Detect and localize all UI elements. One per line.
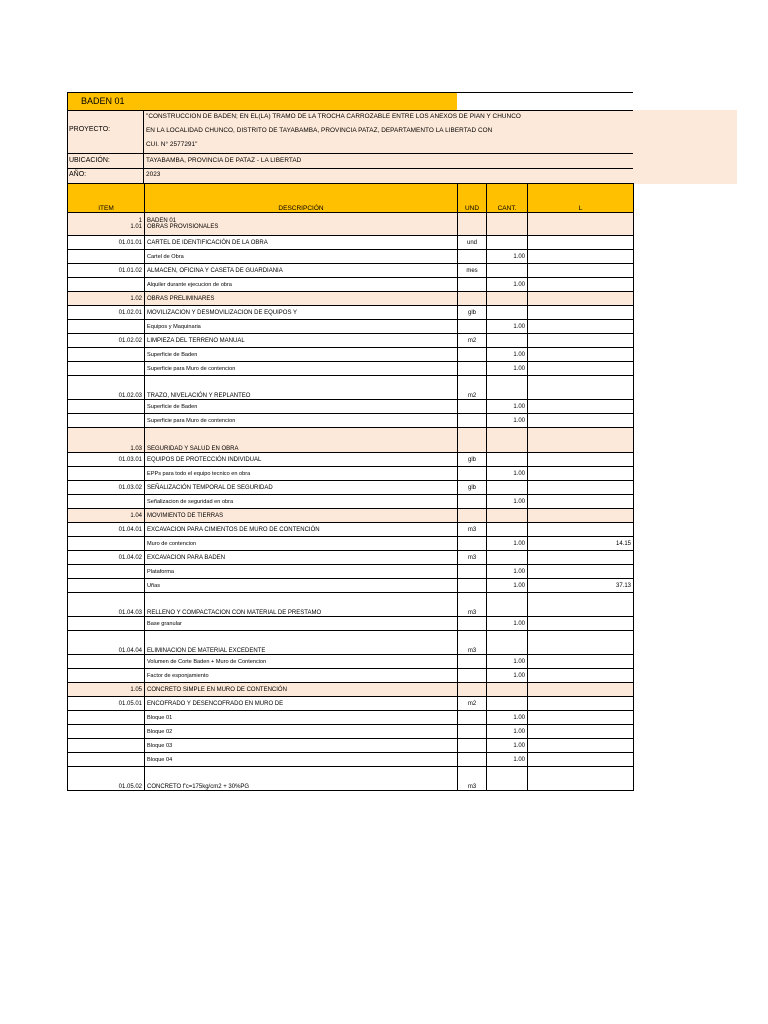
cell-item: 01.03.01 — [68, 453, 145, 467]
cell-l — [528, 631, 634, 655]
anio-value: 2023 — [146, 171, 161, 178]
cell-descripcion: TRAZO, NIVELACIÓN Y REPLANTEO — [145, 376, 458, 400]
cell-item — [68, 414, 145, 428]
cell-descripcion: Superficie para Muro de contencion — [145, 362, 458, 376]
ubicacion-label: UBICACIÓN: — [69, 157, 110, 164]
cell-cant: 1.00 — [487, 278, 528, 292]
section-row — [68, 509, 634, 523]
cell-descripcion: SEÑALIZACIÓN TEMPORAL DE SEGURIDAD — [145, 481, 458, 495]
detail-row — [68, 250, 634, 264]
cell-l — [528, 213, 634, 236]
cell-und: m2 — [458, 334, 487, 348]
cell-item: 1.04 — [68, 509, 145, 523]
cell-item-line-1: 1 — [138, 218, 142, 224]
cell-l — [528, 320, 634, 334]
cell-descripcion: Cartel de Obra — [145, 250, 458, 264]
detail-row — [68, 400, 634, 414]
budget-table — [67, 183, 634, 791]
column-header-l: L — [528, 184, 634, 213]
cell-item: 01.04.04 — [68, 631, 145, 655]
cell-item: 01.02.03 — [68, 376, 145, 400]
cell-item: 01.05.01 — [68, 697, 145, 711]
detail-row — [68, 565, 634, 579]
cell-cant — [487, 509, 528, 523]
cell-item — [68, 400, 145, 414]
cell-descripcion: Volumen de Corte Baden + Muro de Contencion — [145, 655, 458, 669]
cell-descripcion: Superficie para Muro de contencion — [145, 414, 458, 428]
cell-descripcion: Bloque 01 — [145, 711, 458, 725]
border-line — [67, 110, 633, 111]
cell-cant — [487, 428, 528, 453]
cell-und: m3 — [458, 767, 487, 791]
ubicacion-value: TAYABAMBA, PROVINCIA DE PATAZ - LA LIBERTAD — [146, 157, 302, 164]
item-row — [68, 481, 634, 495]
item-row — [68, 264, 634, 278]
cell-descripcion-line-1: BADEN 01 — [147, 218, 177, 224]
border-line — [67, 168, 633, 169]
cell-cant — [487, 697, 528, 711]
cell-und — [458, 414, 487, 428]
cell-und: m3 — [458, 523, 487, 537]
section-row — [68, 428, 634, 453]
cell-item: 01.03.02 — [68, 481, 145, 495]
cell-cant: 1.00 — [487, 655, 528, 669]
cell-descripcion: MOVIMIENTO DE TIERRAS — [145, 509, 458, 523]
cell-descripcion: Alquiler durante ejecucion de obra — [145, 278, 458, 292]
cell-und — [458, 213, 487, 236]
detail-row — [68, 617, 634, 631]
cell-l — [528, 481, 634, 495]
cell-l — [528, 278, 634, 292]
cell-cant: 1.00 — [487, 495, 528, 509]
cell-und — [458, 320, 487, 334]
column-header-descripcion: DESCRIPCIÓN — [145, 184, 458, 213]
cell-l — [528, 428, 634, 453]
cell-l — [528, 250, 634, 264]
detail-row — [68, 278, 634, 292]
item-row — [68, 697, 634, 711]
cell-item: 01.04.02 — [68, 551, 145, 565]
column-header-cant: CANT. — [487, 184, 528, 213]
detail-row — [68, 739, 634, 753]
cell-und — [458, 495, 487, 509]
detail-row — [68, 537, 634, 551]
item-row — [68, 306, 634, 320]
proyecto-line-1: "CONSTRUCCION DE BADEN; EN EL(LA) TRAMO DE LA TROCHA CARROZABLE ENTRE LOS ANEXOS DE PIAN Y CHUNCO — [146, 113, 521, 120]
section-row — [68, 683, 634, 697]
cell-descripcion — [145, 213, 458, 236]
cell-descripcion: ALMACEN, OFICINA Y CASETA DE GUARDIANIA — [145, 264, 458, 278]
cell-und — [458, 655, 487, 669]
cell-l — [528, 376, 634, 400]
item-row — [68, 523, 634, 537]
cell-item — [68, 711, 145, 725]
cell-descripcion: Equipos y Maquinaria — [145, 320, 458, 334]
cell-und: m3 — [458, 631, 487, 655]
cell-descripcion: Superficie de Baden — [145, 348, 458, 362]
cell-und: m2 — [458, 697, 487, 711]
column-header-item: ITEM — [68, 184, 145, 213]
cell-item — [68, 725, 145, 739]
border-line — [143, 110, 144, 184]
cell-cant: 1.00 — [487, 725, 528, 739]
cell-descripcion: CONCRETO f'c=175kg/cm2 + 30%PG — [145, 767, 458, 791]
cell-descripcion: Base granular — [145, 617, 458, 631]
cell-descripcion: SEGURIDAD Y SALUD EN OBRA — [145, 428, 458, 453]
cell-und — [458, 348, 487, 362]
cell-l — [528, 725, 634, 739]
cell-descripcion: CONCRETO SIMPLE EN MURO DE CONTENCIÓN — [145, 683, 458, 697]
cell-item: 1.05 — [68, 683, 145, 697]
detail-row — [68, 579, 634, 593]
item-row — [68, 767, 634, 791]
cell-cant — [487, 523, 528, 537]
cell-und — [458, 509, 487, 523]
cell-item — [68, 753, 145, 767]
cell-l — [528, 400, 634, 414]
cell-item: 01.02.01 — [68, 306, 145, 320]
cell-item — [68, 537, 145, 551]
cell-item-line-2: 1.01 — [130, 224, 142, 230]
cell-item: 01.04.01 — [68, 523, 145, 537]
cell-cant: 1.00 — [487, 711, 528, 725]
cell-descripcion: CARTEL DE IDENTIFICACIÓN DE LA OBRA — [145, 236, 458, 250]
cell-cant — [487, 213, 528, 236]
detail-row — [68, 711, 634, 725]
detail-row — [68, 467, 634, 481]
cell-descripcion: RELLENO Y COMPACTACION CON MATERIAL DE PRESTAMO — [145, 593, 458, 617]
cell-cant — [487, 481, 528, 495]
cell-descripcion: OBRAS PRELIMINARES — [145, 292, 458, 306]
cell-cant — [487, 683, 528, 697]
proyecto-label: PROYECTO: — [69, 126, 111, 133]
cell-item — [68, 467, 145, 481]
cell-descripcion: Bloque 04 — [145, 753, 458, 767]
cell-l — [528, 264, 634, 278]
cell-und — [458, 278, 487, 292]
cell-cant — [487, 334, 528, 348]
cell-l: 14.15 — [528, 537, 634, 551]
cell-descripcion: Señalizacion de seguridad en obra — [145, 495, 458, 509]
cell-item: 01.01.02 — [68, 264, 145, 278]
detail-row — [68, 753, 634, 767]
cell-descripcion-line-2: OBRAS PROVISIONALES — [147, 224, 219, 230]
detail-row — [68, 495, 634, 509]
cell-item — [68, 655, 145, 669]
cell-l — [528, 739, 634, 753]
cell-und: glb — [458, 306, 487, 320]
cell-l — [528, 565, 634, 579]
cell-und: m2 — [458, 376, 487, 400]
cell-item — [68, 579, 145, 593]
proyecto-line-2: EN LA LOCALIDAD CHUNCO, DISTRITO DE TAYABAMBA, PROVINCIA PATAZ, DEPARTAMENTO LA LIBERTAD CON — [146, 127, 493, 134]
cell-l — [528, 334, 634, 348]
cell-cant: 1.00 — [487, 414, 528, 428]
cell-descripcion: MOVILIZACION Y DESMOVILIZACION DE EQUIPOS Y — [145, 306, 458, 320]
cell-und — [458, 753, 487, 767]
cell-und: glb — [458, 453, 487, 467]
proyecto-line-3: CUI. N° 2577291" — [146, 141, 198, 148]
cell-und — [458, 292, 487, 306]
cell-und — [458, 428, 487, 453]
cell-cant: 1.00 — [487, 669, 528, 683]
cell-descripcion: EQUIPOS DE PROTECCIÓN INDIVIDUAL — [145, 453, 458, 467]
border-line — [67, 92, 68, 184]
item-row — [68, 376, 634, 400]
cell-cant — [487, 264, 528, 278]
cell-l — [528, 509, 634, 523]
cell-l — [528, 523, 634, 537]
cell-item — [68, 739, 145, 753]
cell-und: m3 — [458, 551, 487, 565]
cell-descripcion: Uñas — [145, 579, 458, 593]
detail-row — [68, 320, 634, 334]
cell-item — [68, 320, 145, 334]
cell-cant — [487, 292, 528, 306]
cell-und — [458, 467, 487, 481]
cell-cant — [487, 376, 528, 400]
cell-l — [528, 593, 634, 617]
border-line — [67, 153, 633, 154]
cell-descripcion: Superficie de Baden — [145, 400, 458, 414]
cell-descripcion: ENCOFRADO Y DESENCOFRADO EN MURO DE — [145, 697, 458, 711]
cell-cant: 1.00 — [487, 617, 528, 631]
cell-descripcion: EXCAVACION PARA BADEN — [145, 551, 458, 565]
cell-cant: 1.00 — [487, 753, 528, 767]
cell-item — [68, 250, 145, 264]
cell-item: 01.04.03 — [68, 593, 145, 617]
cell-und — [458, 362, 487, 376]
cell-und — [458, 537, 487, 551]
cell-item — [68, 617, 145, 631]
section-row — [68, 213, 634, 236]
cell-und — [458, 739, 487, 753]
cell-cant — [487, 767, 528, 791]
cell-und — [458, 683, 487, 697]
cell-l — [528, 414, 634, 428]
budget-table-body — [68, 184, 634, 791]
cell-descripcion: EPPs para todo el equipo tecnico en obra — [145, 467, 458, 481]
detail-row — [68, 362, 634, 376]
cell-und: mes — [458, 264, 487, 278]
cell-l — [528, 767, 634, 791]
cell-item — [68, 565, 145, 579]
cell-item: 1.03 — [68, 428, 145, 453]
cell-item — [68, 362, 145, 376]
detail-row — [68, 669, 634, 683]
cell-cant — [487, 306, 528, 320]
cell-l — [528, 683, 634, 697]
cell-l — [528, 236, 634, 250]
cell-item: 01.05.02 — [68, 767, 145, 791]
cell-descripcion: Muro de contencion — [145, 537, 458, 551]
cell-l — [528, 495, 634, 509]
cell-und: glb — [458, 481, 487, 495]
cell-und — [458, 617, 487, 631]
cell-item: 01.02.02 — [68, 334, 145, 348]
cell-descripcion: Factor de esponjamiento — [145, 669, 458, 683]
table-header-row — [68, 184, 634, 213]
cell-l — [528, 617, 634, 631]
column-header-und: UND — [458, 184, 487, 213]
item-row — [68, 334, 634, 348]
section-row — [68, 292, 634, 306]
cell-l — [528, 655, 634, 669]
cell-l — [528, 362, 634, 376]
cell-cant — [487, 593, 528, 617]
cell-item — [68, 348, 145, 362]
cell-und — [458, 669, 487, 683]
cell-cant: 1.00 — [487, 400, 528, 414]
detail-row — [68, 348, 634, 362]
anio-label: AÑO: — [69, 171, 87, 178]
cell-und — [458, 725, 487, 739]
cell-cant: 1.00 — [487, 467, 528, 481]
cell-descripcion: Plataforma — [145, 565, 458, 579]
cell-und — [458, 400, 487, 414]
cell-descripcion: LIMPIEZA DEL TERRENO MANUAL — [145, 334, 458, 348]
cell-l — [528, 669, 634, 683]
item-row — [68, 236, 634, 250]
cell-l — [528, 453, 634, 467]
cell-l — [528, 753, 634, 767]
cell-cant: 1.00 — [487, 579, 528, 593]
cell-und: m3 — [458, 593, 487, 617]
cell-cant: 1.00 — [487, 739, 528, 753]
item-row — [68, 551, 634, 565]
cell-und — [458, 565, 487, 579]
cell-l — [528, 306, 634, 320]
cell-cant: 1.00 — [487, 320, 528, 334]
cell-item: 1.02 — [68, 292, 145, 306]
cell-item — [68, 669, 145, 683]
cell-cant: 1.00 — [487, 348, 528, 362]
cell-l — [528, 711, 634, 725]
cell-item — [68, 278, 145, 292]
cell-item — [68, 495, 145, 509]
item-row — [68, 593, 634, 617]
sheet-title: BADEN 01 — [67, 92, 457, 110]
item-row — [68, 453, 634, 467]
cell-cant: 1.00 — [487, 362, 528, 376]
cell-l — [528, 292, 634, 306]
cell-cant: 1.00 — [487, 250, 528, 264]
cell-l — [528, 551, 634, 565]
cell-item: 01.01.01 — [68, 236, 145, 250]
cell-cant — [487, 631, 528, 655]
cell-und — [458, 250, 487, 264]
cell-und: und — [458, 236, 487, 250]
cell-cant — [487, 236, 528, 250]
cell-item — [68, 213, 145, 236]
cell-descripcion: Bloque 02 — [145, 725, 458, 739]
detail-row — [68, 655, 634, 669]
cell-l — [528, 467, 634, 481]
cell-cant — [487, 453, 528, 467]
cell-l — [528, 348, 634, 362]
cell-cant — [487, 551, 528, 565]
cell-descripcion: EXCAVACION PARA CIMIENTOS DE MURO DE CONTENCIÓN — [145, 523, 458, 537]
cell-l — [528, 697, 634, 711]
cell-cant: 1.00 — [487, 537, 528, 551]
header-top-border — [67, 92, 633, 93]
cell-und — [458, 711, 487, 725]
cell-und — [458, 579, 487, 593]
cell-l: 37.13 — [528, 579, 634, 593]
cell-descripcion: Bloque 03 — [145, 739, 458, 753]
cell-cant: 1.00 — [487, 565, 528, 579]
cell-descripcion: ELIMINACION DE MATERIAL EXCEDENTE — [145, 631, 458, 655]
item-row — [68, 631, 634, 655]
detail-row — [68, 725, 634, 739]
detail-row — [68, 414, 634, 428]
